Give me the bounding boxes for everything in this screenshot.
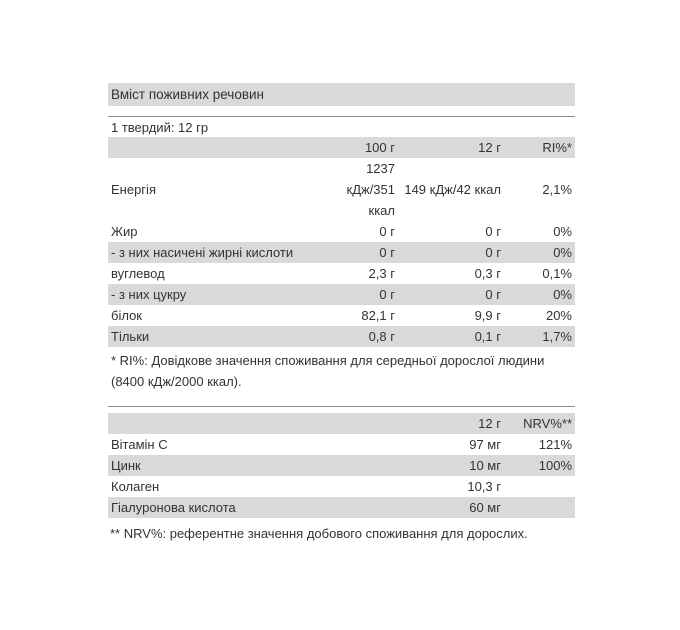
nutrient-name: Колаген	[111, 479, 160, 494]
header-nrv: NRV%**	[504, 413, 575, 434]
nutrient-per-serving: 0,3 г	[474, 266, 501, 281]
nutrition-title: Вміст поживних речовин	[108, 83, 575, 106]
header-name	[108, 413, 338, 434]
table-row	[108, 221, 575, 242]
table-row	[108, 455, 575, 476]
nutrient-per-serving: 0 г	[398, 242, 504, 263]
table-header-row	[108, 413, 575, 434]
table-row	[108, 305, 575, 326]
nutrient-per-serving: 9,9 г	[474, 308, 501, 323]
nutrient-name: Цинк	[108, 455, 338, 476]
nutrient-name: - з них насичені жирні кислоти	[108, 242, 338, 263]
nutrient-name: Жир	[111, 224, 138, 239]
nutrient-ri: 0%	[504, 284, 575, 305]
divider	[108, 406, 575, 407]
nutrient-per100: 0,8 г	[338, 326, 398, 347]
serving-size: 1 твердий: 12 гр	[111, 120, 209, 135]
nutrient-ri: 0%	[504, 242, 575, 263]
nutrient-name: Гіалуронова кислота	[108, 497, 338, 518]
nutrient-ri: 0,1%	[542, 266, 572, 281]
nutrient-per-serving: 0 г	[485, 224, 501, 239]
nrv-footnote: ** NRV%: референтне значення добового споживання для дорослих.	[110, 526, 528, 541]
nutrient-nrv: 121%	[538, 437, 572, 452]
nutrient-ri: 20%	[545, 308, 572, 323]
nutrient-per100: 0 г	[379, 224, 395, 239]
nutrient-name: Вітамін C	[111, 437, 168, 452]
header-per-serving: 12 г	[398, 137, 504, 158]
nutrient-name: Енергія	[111, 182, 156, 197]
nutrient-per100: 0 г	[338, 284, 398, 305]
header-ri: RI%*	[504, 137, 575, 158]
nutrient-per-serving: 149 кДж/42 ккал	[404, 182, 501, 197]
nutrient-per100: 2,3 г	[368, 266, 395, 281]
nutrient-per100: 0 г	[338, 242, 398, 263]
table-row	[108, 158, 575, 221]
header-per100: 100 г	[338, 137, 398, 158]
nutrient-ri: 0%	[553, 224, 572, 239]
nutrient-nrv	[504, 476, 575, 497]
nutrient-per100: 1237 кДж/351 ккал	[346, 161, 395, 218]
nutrient-per-serving: 10 мг	[398, 455, 504, 476]
table-row	[108, 284, 575, 305]
nutrient-per-serving: 10,3 г	[467, 479, 501, 494]
supplement-table	[108, 413, 575, 518]
nutrient-per-serving: 60 мг	[398, 497, 504, 518]
table-row	[108, 476, 575, 497]
nutrient-per-serving: 0 г	[398, 284, 504, 305]
ri-footnote: * RI%: Довідкове значення споживання для середньої дорослої людини (8400 кДж/2000 ккал).	[111, 353, 545, 389]
nutrient-name: вуглевод	[111, 266, 165, 281]
nutrient-name: - з них цукру	[108, 284, 338, 305]
nutrition-table	[108, 137, 575, 347]
header-name	[108, 137, 338, 158]
table-row	[108, 242, 575, 263]
nutrition-panel	[108, 83, 575, 544]
table-header-row	[108, 137, 575, 158]
nutrient-name: Тільки	[108, 326, 338, 347]
nutrient-ri: 1,7%	[504, 326, 575, 347]
nutrient-per-serving: 0,1 г	[398, 326, 504, 347]
table-row	[108, 263, 575, 284]
nutrient-per-serving: 97 мг	[469, 437, 501, 452]
table-row	[108, 326, 575, 347]
header-per-serving: 12 г	[398, 413, 504, 434]
nutrient-ri: 2,1%	[542, 182, 572, 197]
nutrient-nrv: 100%	[504, 455, 575, 476]
nutrient-name: білок	[111, 308, 142, 323]
header-empty	[338, 413, 398, 434]
nutrient-per100: 82,1 г	[361, 308, 395, 323]
table-row	[108, 434, 575, 455]
table-row	[108, 497, 575, 518]
nutrient-nrv	[504, 497, 575, 518]
